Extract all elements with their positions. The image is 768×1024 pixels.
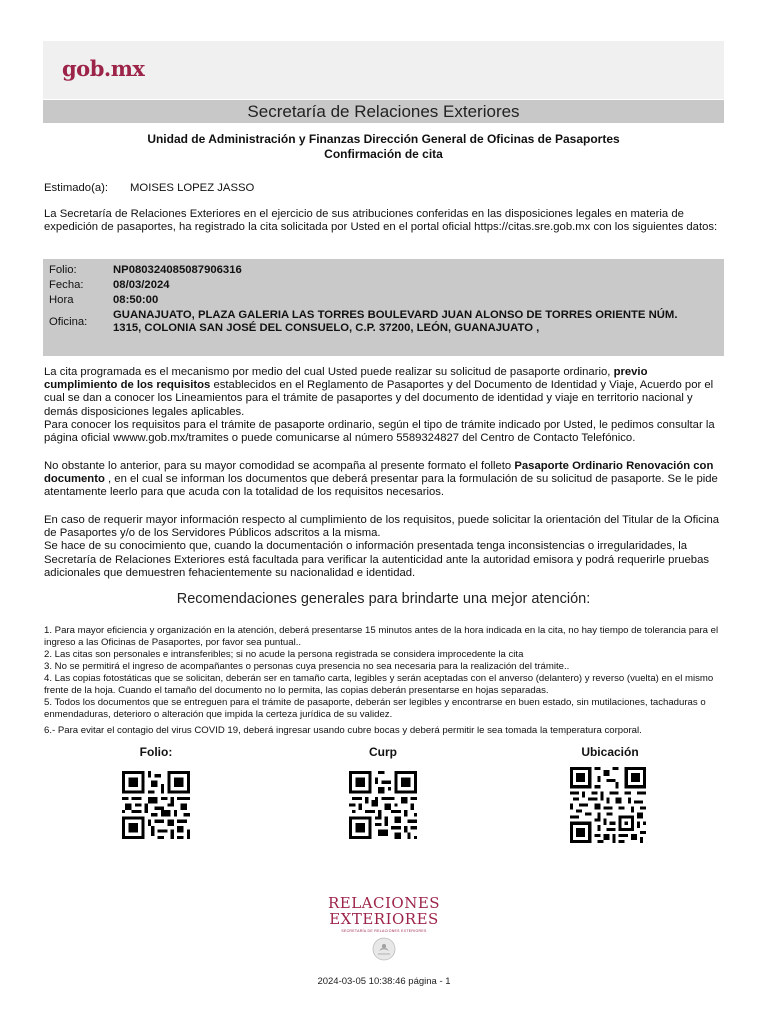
para2-text-c: , en el cual se informan los documentos que deberá presentar para la formulación de su solicitud de pasaporte. Se le pide atentamente leerlo para que acuda con la totalidad de los requisitos necesarios. xyxy=(44,473,718,499)
para1-text-a: La cita programada es el mecanismo por medio del cual Usted puede realizar su solicitud de pasaporte ordinario, xyxy=(44,366,614,378)
recommendations-title: Recomendaciones generales para brindarte una mejor atención: xyxy=(176,591,591,607)
title-band xyxy=(43,100,724,123)
intro-paragraph: La Secretaría de Relaciones Exteriores en el ejercicio de sus atribuciones conferidas en las disposiciones legales en materia de expedición de pasaportes, ha registrado la cita solicitada por Usted en el portal oficial https://citas.sre.gob.mx con los siguientes datos: xyxy=(44,208,718,234)
ubicacion-qr-code xyxy=(568,767,648,843)
fecha-value: 08/03/2024 xyxy=(113,279,170,291)
hora-value: 08:50:00 xyxy=(113,294,159,306)
para3-text-a: En caso de requerir mayor información respecto al cumplimiento de los requisitos, puede solicitar la orientación del Titular de la Oficina de Pasaportes y/o de los Servidores Públicos adscritos a la misma. xyxy=(44,514,720,540)
para2-bold: Pasaporte Ordinario Renovación con documento xyxy=(44,460,714,486)
logo-band xyxy=(43,41,724,99)
para1-bold: previo cumplimiento de los requisitos xyxy=(44,366,648,392)
folio-value: NP080324085087906316 xyxy=(113,264,242,276)
eagle-seal-icon xyxy=(372,937,396,961)
subtitle-line1: Unidad de Administración y Finanzas Dirección General de Oficinas de Pasaportes xyxy=(147,132,620,146)
subtitle-line2: Confirmación de cita xyxy=(324,147,443,161)
oficina-value xyxy=(113,309,713,336)
hora-label: Hora xyxy=(49,294,74,306)
greeting xyxy=(44,182,724,195)
logo-tld: mx xyxy=(110,56,145,81)
requirements-paragraph xyxy=(44,366,724,445)
curp-qr-code xyxy=(347,771,419,839)
greeting-label: Estimado(a): xyxy=(44,182,109,194)
qr-folio-label: Folio: xyxy=(139,745,173,759)
oficina-line2: 1315, COLONIA SAN JOSÉ DEL CONSUELO, C.P. 37200, LEÓN, GUANAJUATO , xyxy=(113,322,540,335)
oficina-label: Oficina: xyxy=(49,316,88,328)
para1-text-d: Para conocer los requisitos para el trámite de pasaporte ordinario, según el tipo de trámite indicado por Usted, le pedimos consultar la página oficial wwww.gob.mx/tramites o puede comunicarse al número 5589324827 del Centro de Contacto Telefónico. xyxy=(44,418,715,445)
qr-curp-label: Curp xyxy=(369,745,397,759)
para1-text-c: establecidos en el Reglamento de Pasaportes y del Documento de Identidad y Viaje, Acuerdo por el cual se dan a conocer los Lineamientos para el trámite de pasaportes y del documento de identidad y viaje en territorio nacional y demás disposiciones legales aplicables. xyxy=(44,379,714,418)
para2-text-a: No obstante lo anterior, para su mayor comodidad se acompaña al presente formato el folleto xyxy=(44,460,515,472)
brochure-paragraph xyxy=(44,460,724,500)
logo-text: gob xyxy=(62,56,104,81)
oficina-line1: GUANAJUATO, PLAZA GALERIA LAS TORRES BOULEVARD JUAN ALONSO DE TORRES ORIENTE NÚM. xyxy=(113,309,678,321)
recommendation-item: 6.- Para evitar el contagio del virus COVID 19, deberá ingresar usando cubre bocas y deberá permitir le sea tomada la temperatura corporal. xyxy=(44,725,642,736)
recommendation-item: 3. No se permitirá el ingreso de acompañantes o personas cuya presencia no sea necesaria para la realización del trámite.. xyxy=(44,661,570,672)
recommendation-item: 1. Para mayor eficiencia y organización en la atención, deberá presentarse 15 minutos antes de la hora indicada en la cita, no hay tiempo de tolerancia para el ingreso a las Oficinas de Pasaportes, por favor sea puntual.. xyxy=(44,625,719,648)
relaciones-exteriores-logo xyxy=(304,895,464,966)
footer-logo-line3: SECRETARÍA DE RELACIONES EXTERIORES xyxy=(341,929,427,933)
folio-qr-code xyxy=(120,771,192,839)
para3-text-b: Se hace de su conocimiento que, cuando la documentación o información presentada tenga inconsistencias o irregularidades, la Secretaría de Relaciones Exteriores está facultada para verificar la autenticidad ante la autoridad emisora y podrá requerirle pruebas adicionales que demuestren fehacientemente su nacionalidad e identidad. xyxy=(44,540,710,579)
information-paragraph xyxy=(44,514,724,580)
page-footer: 2024-03-05 10:38:46 página - 1 xyxy=(317,976,451,987)
footer-logo-line2: EXTERIORES xyxy=(329,910,439,928)
appointment-box xyxy=(43,259,724,356)
recipient-name: MOISES LOPEZ JASSO xyxy=(130,182,255,194)
fecha-label: Fecha: xyxy=(49,279,84,291)
logo-dot: . xyxy=(103,56,111,81)
recommendation-item: 5. Todos los documentos que se entreguen para el trámite de pasaporte, deberán ser legibles y encontrarse en buen estado, sin mutilaciones, tachaduras o enmendaduras, deterioro o alteración que impida la certeza jurídica de su validez. xyxy=(44,697,706,720)
gob-mx-logo xyxy=(62,56,144,81)
recommendation-item: 2. Las citas son personales e intransferibles; si no acude la persona registrada se considera improcedente la cita xyxy=(44,649,524,660)
footer-logo-line1: RELACIONES xyxy=(327,894,441,912)
subtitle xyxy=(43,132,724,162)
recommendation-item: 4. Las copias fotostáticas que se solicitan, deberán ser en tamaño carta, legibles y serán aceptadas con el anverso (delantero) y reverso (vuelta) en el mismo frente de la hoja. Cuando el tamaño del documento no lo permita, las copias deberán presentarse en hojas separadas. xyxy=(44,673,714,696)
page-title: Secretaría de Relaciones Exteriores xyxy=(247,102,520,121)
folio-label: Folio: xyxy=(49,264,77,276)
qr-ubicacion-label: Ubicación xyxy=(581,745,639,759)
